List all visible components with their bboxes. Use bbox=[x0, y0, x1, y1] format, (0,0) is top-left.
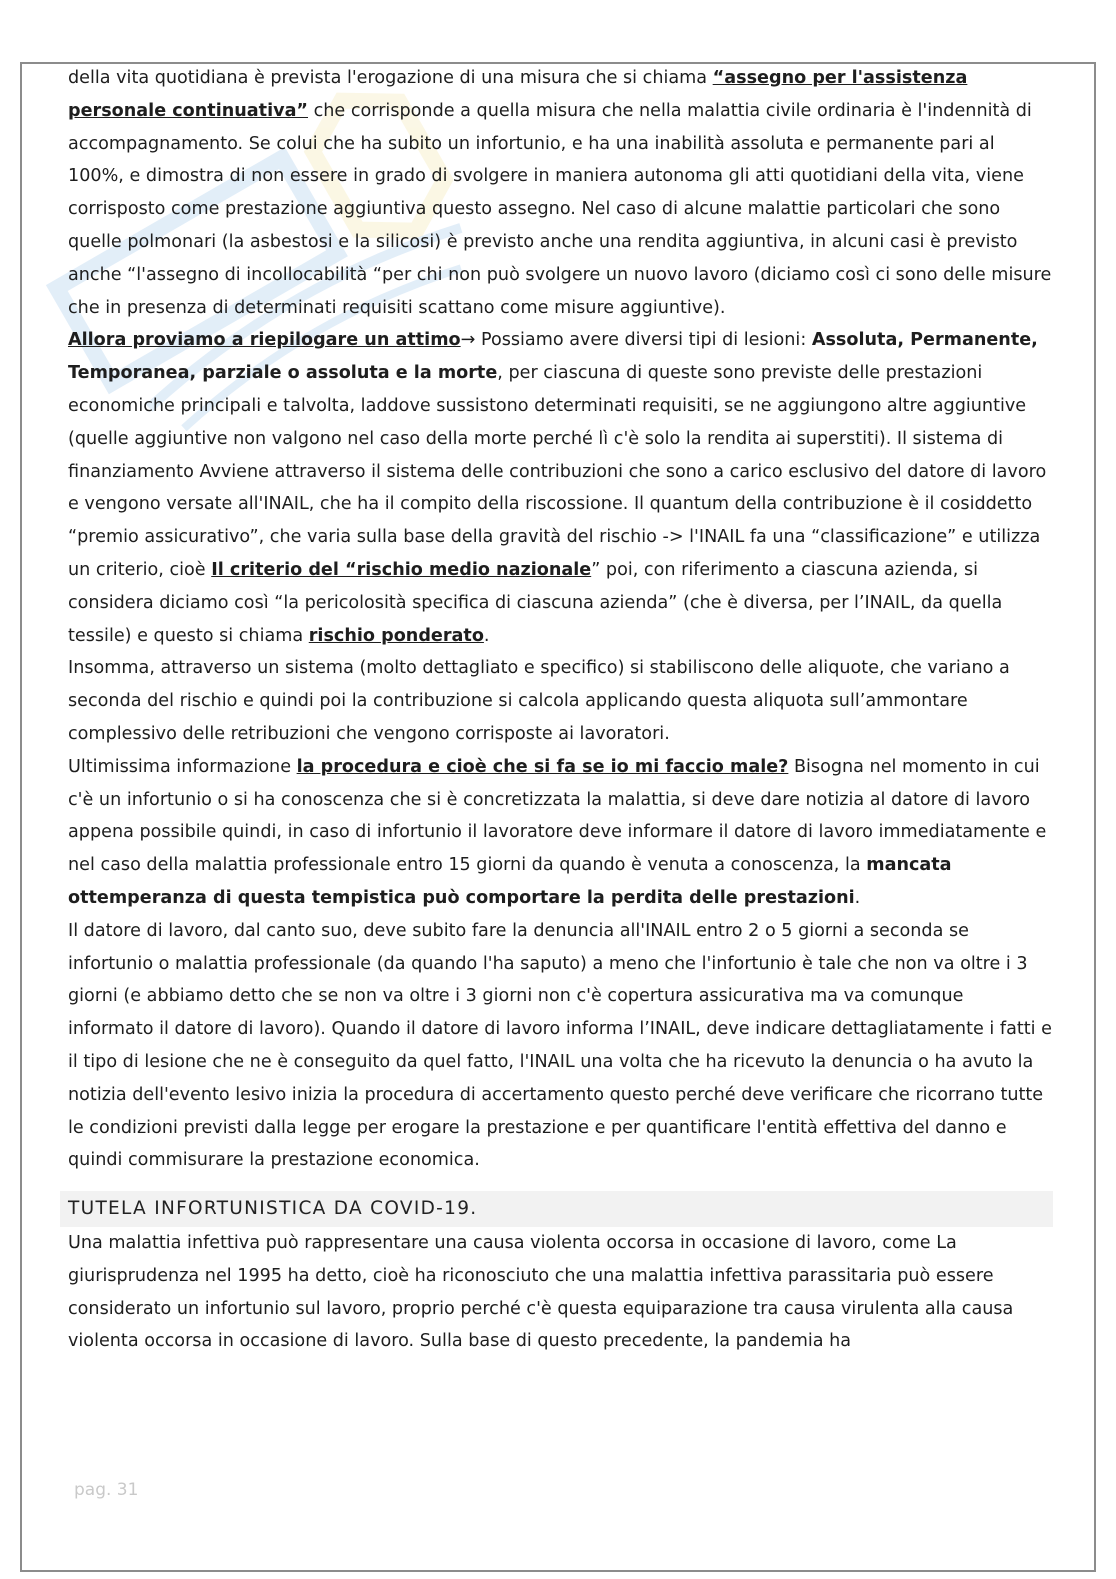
paragraph-riepilogo: Allora proviamo a riepilogare un attimo→ Possiamo avere diversi tipi di lesioni: Assoluta, Permanente, Temporanea, parziale o assoluta e la morte, per ciascuna di queste sono previste delle prestazioni economiche principali e talvolta, laddove sussistono determinati requisiti, se ne aggiungono altre aggiuntive (quelle aggiuntive non valgono nel caso della morte perché lì c'è solo la rendita ai superstiti). Il sistema di finanziamento Avviene attraverso il sistema delle contribuzioni che sono a carico esclusivo del datore di lavoro e vengono versate all'INAIL, che ha il compito della riscossione. Il quantum della contribuzione è il cosiddetto “premio assicurativo”, che varia sulla base della gravità del rischio -> l'INAIL fa una “classificazione” e utilizza un criterio, cioè Il criterio del “rischio medio nazionale” poi, con riferimento a ciascuna azienda, si considera diciamo così “la pericolosità specifica di ciascuna azienda” (che è diversa, per l’INAIL, da quella tessile) e questo si chiama rischio ponderato. bbox=[68, 330, 1047, 646]
arrow-icon: → bbox=[460, 330, 476, 351]
section-heading: TUTELA INFORTUNISTICA DA COVID-19. bbox=[60, 1191, 1053, 1227]
page-number: pag. 31 bbox=[74, 1480, 139, 1500]
term-lesioni: Assoluta, Permanente, Temporanea, parziale o assoluta e la morte bbox=[68, 330, 1038, 384]
term-riepilogo: Allora proviamo a riepilogare un attimo bbox=[68, 330, 461, 351]
term-procedura: la procedura e cioè che si fa se io mi faccio male? bbox=[296, 756, 789, 777]
term-rischio-ponderato: rischio ponderato bbox=[308, 625, 484, 646]
paragraph-denuncia: Il datore di lavoro, dal canto suo, deve subito fare la denuncia all'INAIL entro 2 o 5 giorni a seconda se infortunio o malattia professionale (da quando l'ha saputo) a meno che l'infortunio è tale che non va oltre i 3 giorni (e abbiamo detto che se non va oltre i 3 giorni non c'è copertura assicurativa ma va comunque informato il datore di lavoro). Quando il datore di lavoro informa l’INAIL, deve indicare dettagliatamente i fatti e il tipo di lesione che ne è conseguito da quel fatto, l'INAIL una volta che ha ricevuto la denuncia o ha avuto la notizia dell'evento lesivo inizia la procedura di accertamento questo perché deve verificare che ricorrano tutte le condizioni previsti dalla legge per erogare la prestazione e per quantificare l'entità effettiva del danno e quindi commisurare la prestazione economica. bbox=[68, 920, 1052, 1171]
document-body bbox=[68, 62, 1053, 1358]
paragraph-covid: Una malattia infettiva può rappresentare una causa violenta occorsa in occasione di lavoro, come La giurisprudenza nel 1995 ha detto, cioè ha riconosciuto che una malattia infettiva parassitaria può essere considerato un infortunio sul lavoro, proprio perché c'è questa equiparazione tra causa virulenta alla causa violenta occorsa in occasione di lavoro. Sulla base di questo precedente, la pandemia ha bbox=[68, 1233, 1014, 1352]
term-rischio-medio: Il criterio del “rischio medio nazionale bbox=[211, 559, 592, 580]
term-mancata-ottemperanza: mancata ottemperanza di questa tempistica può comportare la perdita delle prestazioni bbox=[68, 855, 952, 908]
paragraph-procedura: Ultimissima informazione la procedura e cioè che si fa se io mi faccio male? Bisogna nel momento in cui c'è un infortunio o si ha conoscenza che si è concretizzata la malattia, si deve dare notizia al datore di lavoro appena possibile quindi, in caso di infortunio il lavoratore deve informare il datore di lavoro immediatamente e nel caso della malattia professionale entro 15 giorni da quando è venuta a conoscenza, la mancata ottemperanza di questa tempistica può comportare la perdita delle prestazioni. bbox=[68, 756, 1047, 908]
paragraph-aliquote: Insomma, attraverso un sistema (molto dettagliato e specifico) si stabiliscono delle aliquote, che variano a seconda del rischio e quindi poi la contribuzione si calcola applicando questa aliquota sull’ammontare complessivo delle retribuzioni che vengono corrisposte ai lavoratori. bbox=[68, 658, 1010, 744]
term-assegno-assistenza: “assegno per l'assistenza personale continuativa” bbox=[68, 68, 968, 121]
paragraph-assegno: della vita quotidiana è prevista l'erogazione di una misura che si chiama “assegno per l'assistenza personale continuativa” che corrisponde a quella misura che nella malattia civile ordinaria è l'indennità di accompagnamento. Se colui che ha subito un infortunio, e ha una inabilità assoluta e permanente pari al 100%, e dimostra di non essere in grado di svolgere in maniera autonoma gli atti quotidiani della vita, viene corrisposto come prestazione aggiuntiva questo assegno. Nel caso di alcune malattie particolari che sono quelle polmonari (la asbestosi e la silicosi) è previsto anche una rendita aggiuntiva, in alcuni casi è previsto anche “l'assegno di incollocabilità “per chi non può svolgere un nuovo lavoro (diciamo così ci sono delle misure che in presenza di determinati requisiti scattano come misure aggiuntive). bbox=[68, 68, 1052, 318]
